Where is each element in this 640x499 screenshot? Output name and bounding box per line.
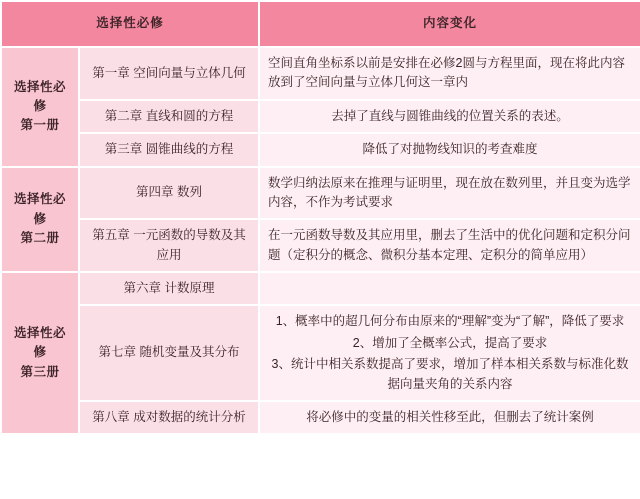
header-cell-changes: 内容变化 xyxy=(259,1,640,47)
chapter-cell: 第三章 圆锥曲线的方程 xyxy=(79,133,259,166)
chapter-cell: 第六章 计数原理 xyxy=(79,272,259,305)
chapter-cell: 第五章 一元函数的导数及其应用 xyxy=(79,219,259,272)
change-cell xyxy=(259,133,640,166)
chapter-cell: 第四章 数列 xyxy=(79,167,259,220)
table-row xyxy=(1,305,640,401)
change-line: 2、增加了全概率公式，提高了要求 xyxy=(352,335,548,350)
book-label-1 xyxy=(1,47,79,167)
change-line: 3、统计中相关系数提高了要求，增加了样本相关系数与标准化数据向量夹角的关系内容 xyxy=(271,357,629,391)
table-row xyxy=(1,100,640,133)
change-line: 将必修中的变量的相关性移至此，但删去了统计案例 xyxy=(306,409,594,424)
table-row xyxy=(1,167,640,220)
book-label-line1: 选择性必修 xyxy=(13,79,66,114)
change-cell xyxy=(259,219,640,272)
book-label-3 xyxy=(1,272,79,434)
change-cell xyxy=(259,47,640,100)
table-row xyxy=(1,219,640,272)
change-cell-empty xyxy=(259,272,640,305)
book-label-2 xyxy=(1,167,79,273)
book-label-line2: 第二册 xyxy=(20,230,60,245)
change-line: 在一元函数导数及其应用里，删去了生活中的优化问题和定积分问题（定积分的概念、微积分基本定理、定积分的简单应用） xyxy=(268,228,631,262)
header-cell-elective: 选择性必修 xyxy=(1,1,259,47)
change-line: 空间直角坐标系以前是安排在必修2圆与方程里面，现在将此内容放到了空间向量与立体几何这一章内 xyxy=(268,56,625,90)
table-row xyxy=(1,401,640,434)
book-label-line2: 第三册 xyxy=(20,364,60,379)
change-cell xyxy=(259,401,640,434)
table-body xyxy=(1,47,640,434)
change-cell xyxy=(259,100,640,133)
change-line: 数学归纳法原来在推理与证明里，现在放在数列里，并且变为选学内容，不作为考试要求 xyxy=(268,175,631,209)
chapter-cell: 第八章 成对数据的统计分析 xyxy=(79,401,259,434)
book-label-line2: 第一册 xyxy=(20,118,60,133)
change-line: 降低了对抛物线知识的考查难度 xyxy=(362,142,538,157)
table-row xyxy=(1,272,640,305)
change-cell xyxy=(259,305,640,401)
change-line: 1、概率中的超几何分布由原来的“理解”变为“了解”，降低了要求 xyxy=(275,314,625,329)
table-row xyxy=(1,133,640,166)
header-row xyxy=(1,1,640,47)
change-line: 去掉了直线与圆锥曲线的位置关系的表述。 xyxy=(331,108,569,123)
book-label-line1: 选择性必修 xyxy=(13,326,66,360)
chapter-cell: 第一章 空间向量与立体几何 xyxy=(79,47,259,100)
chapter-cell: 第二章 直线和圆的方程 xyxy=(79,100,259,133)
table-header xyxy=(1,1,640,47)
book-label-line1: 选择性必修 xyxy=(13,192,66,226)
change-cell xyxy=(259,167,640,220)
table-row xyxy=(1,47,640,100)
chapter-cell: 第七章 随机变量及其分布 xyxy=(79,305,259,401)
